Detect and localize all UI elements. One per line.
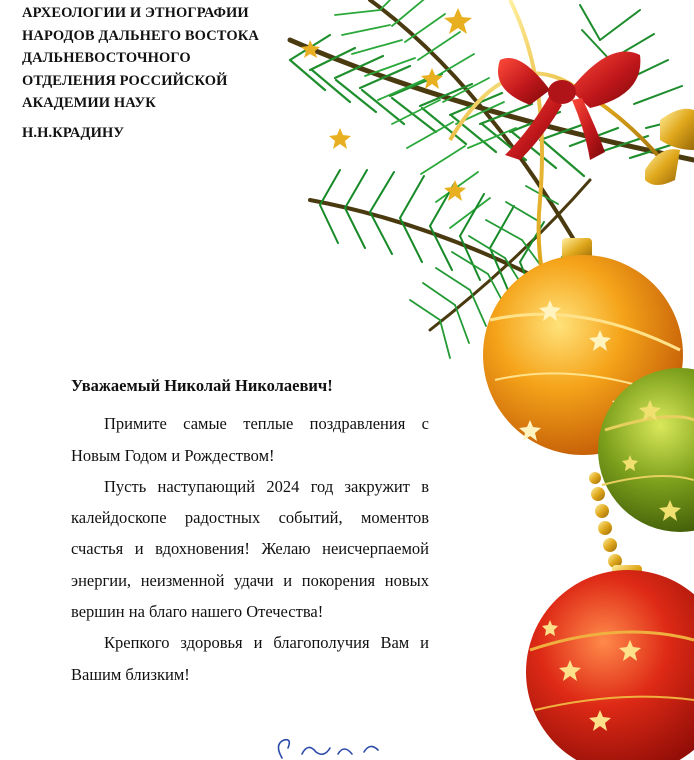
header-line: ДАЛЬНЕВОСТОЧНОГО (22, 50, 191, 66)
red-ornament (526, 565, 694, 760)
header-line: АКАДЕМИИ НАУК (22, 95, 156, 111)
handwritten-signature (268, 734, 408, 760)
paragraph: Крепкого здоровья и благополучия Вам и Вашим близким! (71, 633, 429, 684)
header-line: ОТДЕЛЕНИЯ РОССИЙСКОЙ (22, 72, 228, 89)
greeting: Уважаемый Николай Николаевич! (71, 376, 333, 395)
paragraph: Пусть наступающий 2024 год закружит в калейдоскопе радостных событий, моментов счастья и вдохновения! Желаю неисчерпаемой энергии, неизменной удачи и покорения новых вершин на благо нашего Отечества! (71, 476, 429, 622)
letter-body (71, 370, 429, 690)
recipient-name: Н.Н.КРАДИНУ (22, 124, 125, 141)
header-line: НАРОДОВ ДАЛЬНЕГО ВОСТОКА (22, 27, 259, 44)
header-line: АРХЕОЛОГИИ И ЭТНОГРАФИИ (22, 5, 249, 21)
paragraph: Примите самые теплые поздравления с Новым Годом и Рождеством! (71, 414, 429, 465)
